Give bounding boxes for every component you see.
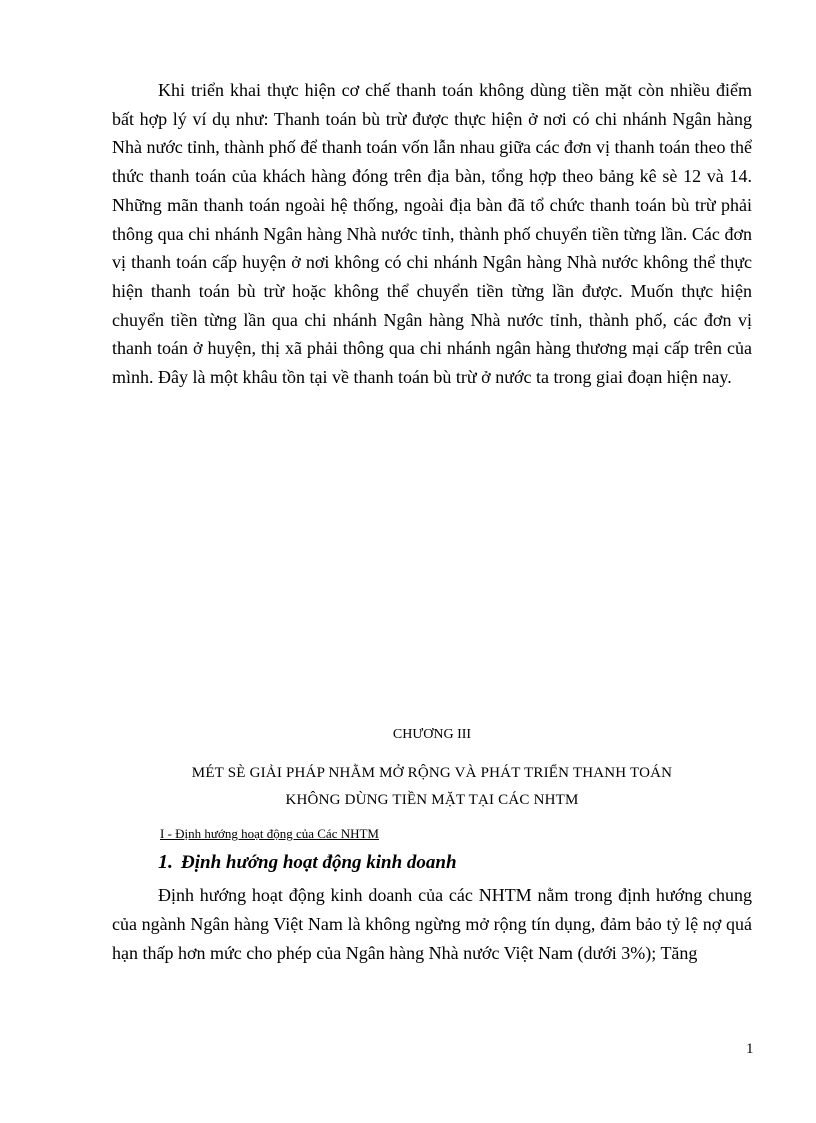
chapter-title-line-2: KHÔNG DÙNG TIỀN MẶT TẠI CÁC NHTM xyxy=(285,792,579,808)
chapter-title xyxy=(112,760,752,814)
section-heading: I - Định hướng hoạt động của Các NHTM xyxy=(160,826,379,841)
subsection-heading xyxy=(158,850,457,875)
body-paragraph-2: Định hướng hoạt động kinh doanh của các NHTM nằm trong định hướng chung của ngành Ngân hàng Việt Nam là không ngừng mở rộng tín dụng, đảm bảo tỷ lệ nợ quá hạn thấp hơn mức cho phép của Ngân hàng Nhà nước Việt Nam (dưới 3%); Tăng xyxy=(112,885,752,963)
subsection-number: 1. xyxy=(158,851,173,873)
subsection-title: Định hướng hoạt động kinh doanh xyxy=(181,852,457,873)
chapter-title-line-1: MÉT SÈ GIẢI PHÁP NHẰM MỞ RỘNG VÀ PHÁT TRIỂN THANH TOÁN xyxy=(191,765,673,781)
body-paragraph-1: Khi triển khai thực hiện cơ chế thanh toán không dùng tiền mặt còn nhiều điểm bất hợp lý ví dụ như: Thanh toán bù trừ được thực hiện ở nơi có chi nhánh Ngân hàng Nhà nước tỉnh, thành phố để thanh toán vốn lẫn nhau giữa các đơn vị thanh toán theo thể thức thanh toán của khách hàng đóng trên địa bàn, tổng hợp theo bảng kê sè 12 và 14. Những mãn thanh toán ngoài hệ thống, ngoài địa bàn đã tổ chức thanh toán bù trừ phải thông qua chi nhánh Ngân hàng Nhà nước tỉnh, thành phố chuyển tiền từng lần. Các đơn vị thanh toán cấp huyện ở nơi không có chi nhánh Ngân hàng Nhà nước không thể thực hiện thanh toán bù trừ hoặc không thể chuyển tiền từng lần được. Muốn thực hiện chuyển tiền từng lần qua chi nhánh Ngân hàng Nhà nước tỉnh, thành phố, các đơn vị thanh toán ở huyện, thị xã phải thông qua chi nhánh ngân hàng thương mại cấp trên của mình. Đây là một khâu tồn tại về thanh toán bù trừ ở nước ta trong giai đoạn hiện nay. xyxy=(112,80,752,388)
page-number: 1 xyxy=(746,1041,754,1057)
chapter-number: CHƯƠNG III xyxy=(392,727,472,742)
